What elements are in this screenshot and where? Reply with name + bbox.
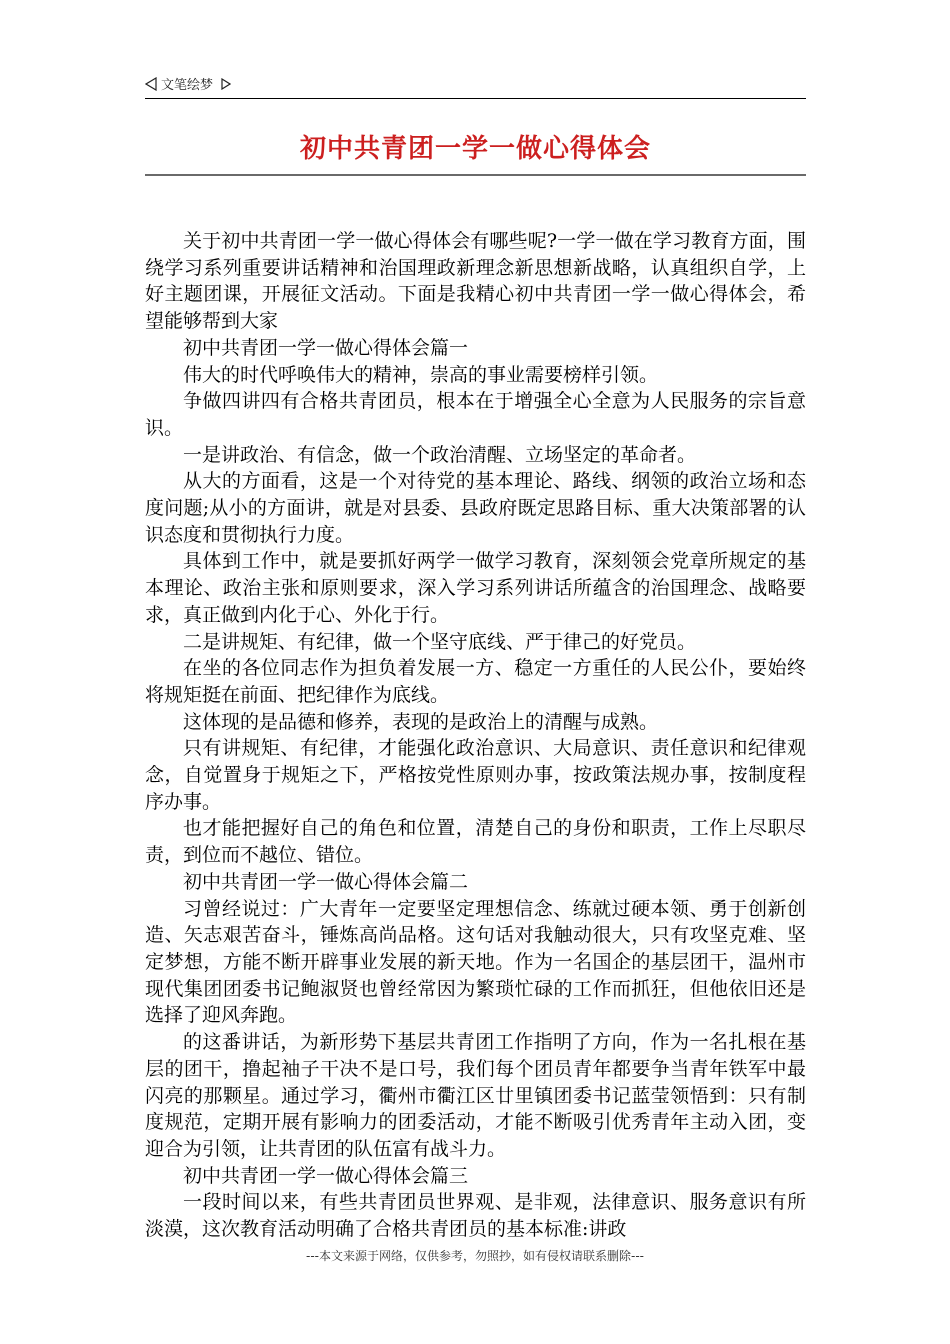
title-divider <box>145 174 806 176</box>
paragraph: 从大的方面看，这是一个对待党的基本理论、路线、纲领的政治立场和态度问题;从小的方面讲，就是对县委、县政府既定思路目标、重大决策部署的认识态度和贯彻执行力度。 <box>145 470 806 546</box>
paragraph: 伟大的时代呼唤伟大的精神，崇高的事业需要榜样引领。 <box>183 363 659 386</box>
page-header <box>145 74 805 98</box>
paragraph: 在坐的各位同志作为担负着发展一方、稳定一方重任的人民公仆，要始终将规矩挺在前面、把纪律作为底线。 <box>145 657 806 706</box>
document-body <box>145 228 806 1243</box>
paragraph: 也才能把握好自己的角色和位置，清楚自己的身份和职责，工作上尽职尽责，到位而不越位、错位。 <box>145 817 806 867</box>
section-heading-1: 初中共青团一学一做心得体会篇一 <box>183 336 469 359</box>
section-heading-2: 初中共青团一学一做心得体会篇二 <box>183 870 469 893</box>
footer-disclaimer: ---本文来源于网络，仅供参考，勿照抄，如有侵权请联系删除--- <box>306 1249 644 1263</box>
paragraph: 具体到工作中，就是要抓好两学一做学习教育，深刻领会党章所规定的基本理论、政治主张和原则要求，深入学习系列讲话所蕴含的治国理念、战略要求，真正做到内化于心、外化于行。 <box>145 550 806 626</box>
triangle-left-icon <box>145 77 157 91</box>
paragraph: 一段时间以来，有些共青团员世界观、是非观，法律意识、服务意识有所淡漠，这次教育活动明确了合格共青团员的基本标准:讲政 <box>145 1191 806 1241</box>
paragraph: 二是讲规矩、有纪律，做一个坚守底线、严于律己的好党员。 <box>183 630 697 653</box>
paragraph: 只有讲规矩、有纪律，才能强化政治意识、大局意识、责任意识和纪律观念，自觉置身于规矩之下，严格按党性原则办事，按政策法规办事，按制度程序办事。 <box>145 737 806 813</box>
paragraph: 争做四讲四有合格共青团员，根本在于增强全心全意为人民服务的宗旨意识。 <box>145 390 806 439</box>
paragraph: 习曾经说过：广大青年一定要坚定理想信念、练就过硬本领、勇于创新创造、矢志艰苦奋斗，锤炼高尚品格。这句话对我触动很大，只有攻坚克难、坚定梦想，方能不断开辟事业发展的新天地。作为一名国企的基层团干，温州市现代集团团委书记鲍淑贤也曾经常因为繁琐忙碌的工作而抓狂，但他依旧还是选择了迎风奔跑。 <box>145 897 806 1027</box>
header-brand: 文笔绘梦 <box>161 78 214 93</box>
document-title: 初中共青团一学一做心得体会 <box>299 134 651 164</box>
header-divider <box>145 98 806 99</box>
section-heading-3: 初中共青团一学一做心得体会篇三 <box>183 1164 469 1187</box>
paragraph: 的这番讲话，为新形势下基层共青团工作指明了方向，作为一名扎根在基层的团干，撸起袖子干决不是口号，我们每个团员青年都要争当青年铁军中最闪亮的那颗星。通过学习，衢州市衢江区廿里镇团委书记蓝莹领悟到：只有制度规范，定期开展有影响力的团委活动，才能不断吸引优秀青年主动入团，变迎合为引领，让共青团的队伍富有战斗力。 <box>145 1031 806 1160</box>
paragraph: 这体现的是品德和修养，表现的是政治上的清醒与成熟。 <box>183 710 659 733</box>
paragraph: 一是讲政治、有信念，做一个政治清醒、立场坚定的革命者。 <box>183 443 697 466</box>
paragraph-intro: 关于初中共青团一学一做心得体会有哪些呢?一学一做在学习教育方面，围绕学习系列重要讲话精神和治国理政新理念新思想新战略，认真组织自学，上好主题团课，开展征文活动。下面是我精心初中共青团一学一做心得体会，希望能够帮到大家 <box>145 230 806 333</box>
triangle-right-icon <box>221 78 231 90</box>
